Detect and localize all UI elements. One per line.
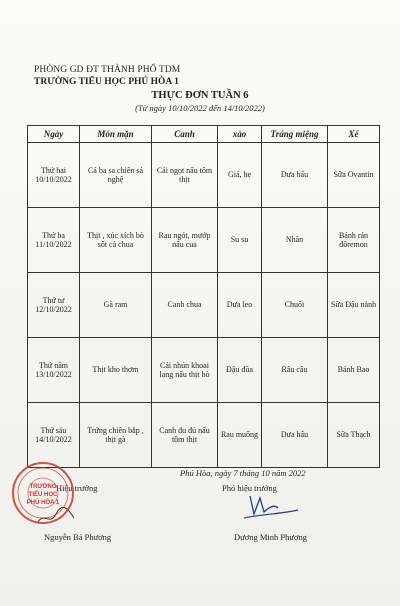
cell-dessert: Chuối	[262, 273, 328, 338]
column-header-main-dish: Món mặn	[80, 126, 152, 143]
cell-day: Thứ ba 11/10/2022	[28, 208, 80, 273]
cell-stir-fry: Giá, hẹ	[218, 143, 262, 208]
cell-main-dish: Thịt , xúc xích bò sốt cà chua	[80, 208, 152, 273]
vice-principal-name: Dương Minh Phượng	[234, 532, 307, 542]
table-row	[28, 338, 380, 403]
cell-stir-fry: Dưa leo	[218, 273, 262, 338]
cell-soup: Canh đu đủ nấu tôm thịt	[152, 403, 218, 468]
principal-name: Nguyễn Bá Phương	[44, 532, 112, 542]
column-header-dessert: Tráng miệng	[262, 126, 328, 143]
weekly-menu-table	[27, 125, 380, 468]
menu-title: THỰC ĐƠN TUẦN 6	[151, 90, 249, 101]
cell-dessert: Râu câu	[262, 338, 328, 403]
cell-soup: Cải nhún khoai lang nấu thịt bò	[152, 338, 218, 403]
school-name: TRƯỜNG TIỂU HỌC PHÚ HÒA 1	[34, 77, 179, 87]
stamp-text-top: TRƯỜNG	[29, 484, 57, 490]
column-header-soup: Canh	[152, 126, 218, 143]
cell-dessert: Nhãn	[262, 208, 328, 273]
department-name: PHÒNG GD ĐT THÀNH PHỐ TDM	[34, 65, 181, 75]
cell-soup: Rau ngót, mướp nấu cua	[152, 208, 218, 273]
table-row	[28, 403, 380, 468]
cell-main-dish: Cá ba sa chiên sả nghệ	[80, 143, 152, 208]
column-header-day: Ngày	[28, 126, 80, 143]
table-row	[28, 143, 380, 208]
cell-stir-fry: Đậu đũa	[218, 338, 262, 403]
vice-principal-signature-icon	[238, 488, 302, 524]
column-header-snack: Xế	[328, 126, 380, 143]
cell-main-dish: Gà ram	[80, 273, 152, 338]
table-row	[28, 208, 380, 273]
stamp-text-mid: TIỂU HỌC	[28, 492, 58, 498]
table-row	[28, 273, 380, 338]
cell-main-dish: Trứng chiên bắp , thịt gà	[80, 403, 152, 468]
cell-day: Thứ năm 13/10/2022	[28, 338, 80, 403]
cell-snack: Sữa Thạch	[328, 403, 380, 468]
cell-day: Thứ tư 12/10/2022	[28, 273, 80, 338]
cell-main-dish: Thịt kho thơm	[80, 338, 152, 403]
cell-snack: Bánh Bao	[328, 338, 380, 403]
cell-soup: Canh chua	[152, 273, 218, 338]
cell-stir-fry: Su su	[218, 208, 262, 273]
cell-dessert: Dưa hấu	[262, 143, 328, 208]
vice-principal-title: Phó hiệu trưởng	[222, 483, 277, 493]
place-and-date: Phú Hòa, ngày 7 tháng 10 năm 2022	[180, 468, 306, 478]
cell-soup: Cải ngọt nấu tôm thịt	[152, 143, 218, 208]
menu-date-range: (Từ ngày 10/10/2022 đến 14/10/2022)	[135, 103, 265, 113]
cell-day: Thứ hai 10/10/2022	[28, 143, 80, 208]
table-header-row	[28, 126, 380, 143]
cell-dessert: Dưa hấu	[262, 403, 328, 468]
cell-stir-fry: Rau muống	[218, 403, 262, 468]
cell-day: Thứ sáu 14/10/2022	[28, 403, 80, 468]
cell-snack: Bánh rán đôremon	[328, 208, 380, 273]
column-header-stir-fry: xào	[218, 126, 262, 143]
cell-snack: Sữa Ovantin	[328, 143, 380, 208]
principal-title: Hiệu trưởng	[56, 483, 98, 493]
cell-snack: Sữa Đậu nành	[328, 273, 380, 338]
principal-signature-icon	[34, 500, 78, 530]
stamp-text-bottom: PHÚ HÒA 1	[26, 500, 60, 506]
